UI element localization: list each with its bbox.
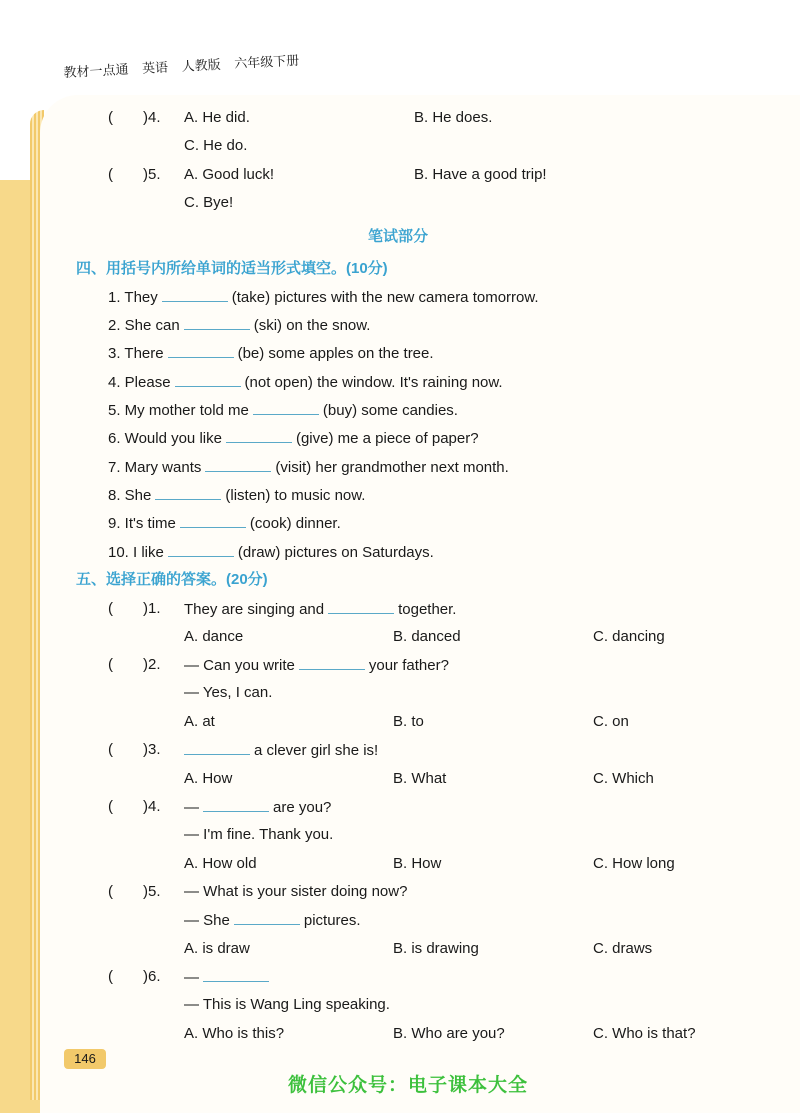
s5-q5-b: B. is drawing bbox=[393, 940, 479, 957]
s4-item-5-post: (buy) some candies. bbox=[322, 402, 458, 419]
header-subject: 英语 bbox=[141, 59, 169, 76]
s4-item-6-post: (give) me a piece of paper? bbox=[295, 430, 479, 447]
s5-q6-pre: — bbox=[184, 969, 199, 986]
s4-item-3-pre: 3. There bbox=[108, 345, 164, 362]
s5-q2-stem bbox=[184, 655, 449, 676]
s5-q5-c: C. draws bbox=[593, 940, 653, 957]
s5-q1-post: together. bbox=[398, 601, 457, 618]
s4-item-2-blank[interactable] bbox=[184, 315, 250, 330]
s5-q6-blank[interactable] bbox=[203, 967, 269, 982]
s4-item-5 bbox=[108, 400, 458, 421]
s4-item-7-post: (visit) her grandmother next month. bbox=[275, 459, 509, 476]
s5-q1-stem bbox=[184, 599, 456, 620]
s5-q2-b: B. to bbox=[393, 713, 424, 730]
s5-q1-a: A. dance bbox=[184, 628, 244, 645]
s4-item-7-pre: 7. Mary wants bbox=[108, 459, 202, 476]
s4-item-10-pre: 10. I like bbox=[108, 544, 164, 561]
s5-q1-blank[interactable] bbox=[328, 599, 394, 614]
s4-item-5-pre: 5. My mother told me bbox=[108, 402, 249, 419]
page-number: 146 bbox=[64, 1049, 106, 1069]
footer-watermark: 微信公众号：电子课本大全 bbox=[288, 1075, 529, 1096]
section5-title: 五、选择正确的答案。(20分) bbox=[76, 571, 268, 588]
s5-q2-reply: — Yes, I can. bbox=[184, 684, 273, 701]
s5-q5-blank[interactable] bbox=[234, 910, 300, 925]
s4-item-9 bbox=[108, 513, 341, 534]
listening-q4-paren: ( )4. bbox=[108, 109, 161, 126]
s4-item-9-pre: 9. It's time bbox=[108, 515, 176, 532]
s4-item-10-post: (draw) pictures on Saturdays. bbox=[237, 544, 434, 561]
s5-q4-reply: — I'm fine. Thank you. bbox=[184, 826, 334, 843]
s5-q3-c: C. Which bbox=[593, 770, 654, 787]
listening-q5-paren: ( )5. bbox=[108, 166, 161, 183]
s4-item-3-post: (be) some apples on the tree. bbox=[237, 345, 434, 362]
s5-q6-paren: ( )6. bbox=[108, 968, 161, 985]
header-book: 教材一点通 bbox=[63, 61, 129, 81]
listening-q4-b: B. He does. bbox=[414, 109, 493, 126]
s5-q1-c: C. dancing bbox=[593, 628, 665, 645]
s4-item-6 bbox=[108, 428, 479, 449]
s4-item-9-post: (cook) dinner. bbox=[249, 515, 341, 532]
s4-item-2 bbox=[108, 315, 370, 336]
header-grade: 六年级下册 bbox=[233, 52, 300, 72]
s5-q1-b: B. danced bbox=[393, 628, 461, 645]
s4-item-2-pre: 2. She can bbox=[108, 317, 180, 334]
s5-q5-reply-post: pictures. bbox=[303, 912, 361, 929]
listening-q5-a: A. Good luck! bbox=[184, 166, 275, 183]
s5-q3-blank[interactable] bbox=[184, 740, 250, 755]
s5-q4-a: A. How old bbox=[184, 855, 257, 872]
header-edition: 人教版 bbox=[181, 56, 222, 74]
s4-item-6-blank[interactable] bbox=[226, 428, 292, 443]
s5-q4-pre: — bbox=[184, 799, 199, 816]
s4-item-4-blank[interactable] bbox=[175, 372, 241, 387]
s5-q4-blank[interactable] bbox=[203, 797, 269, 812]
s4-item-6-pre: 6. Would you like bbox=[108, 430, 222, 447]
s4-item-4-pre: 4. Please bbox=[108, 374, 171, 391]
s5-q3-paren: ( )3. bbox=[108, 741, 161, 758]
s4-item-9-blank[interactable] bbox=[180, 513, 246, 528]
s5-q3-a: A. How bbox=[184, 770, 233, 787]
s5-q3-b: B. What bbox=[393, 770, 447, 787]
s5-q2-c: C. on bbox=[593, 713, 629, 730]
s4-item-1-post: (take) pictures with the new camera tomorrow. bbox=[231, 289, 539, 306]
s4-item-7 bbox=[108, 457, 509, 478]
s4-item-8-blank[interactable] bbox=[155, 485, 221, 500]
s5-q5-stem: — What is your sister doing now? bbox=[184, 883, 408, 900]
s5-q6-reply: — This is Wang Ling speaking. bbox=[184, 996, 390, 1013]
s4-item-2-post: (ski) on the snow. bbox=[253, 317, 371, 334]
s5-q4-paren: ( )4. bbox=[108, 798, 161, 815]
listening-q5-b: B. Have a good trip! bbox=[414, 166, 547, 183]
s5-q5-reply-pre: — She bbox=[184, 912, 230, 929]
written-part-title: 笔试部分 bbox=[368, 228, 429, 245]
s5-q5-a: A. is draw bbox=[184, 940, 250, 957]
s4-item-3 bbox=[108, 343, 434, 364]
s4-item-8-post: (listen) to music now. bbox=[225, 487, 366, 504]
s5-q5-reply bbox=[184, 910, 361, 931]
s4-item-10-blank[interactable] bbox=[168, 542, 234, 557]
listening-q4-c: C. He do. bbox=[184, 137, 248, 154]
listening-q5-c: C. Bye! bbox=[184, 194, 234, 211]
s5-q3-post: a clever girl she is! bbox=[254, 742, 379, 759]
s4-item-4-post: (not open) the window. It's raining now. bbox=[244, 374, 503, 391]
s4-item-5-blank[interactable] bbox=[253, 400, 319, 415]
s5-q2-a: A. at bbox=[184, 713, 215, 730]
s4-item-7-blank[interactable] bbox=[205, 457, 271, 472]
s4-item-3-blank[interactable] bbox=[168, 343, 234, 358]
s5-q4-post: are you? bbox=[273, 799, 332, 816]
s4-item-10 bbox=[108, 542, 434, 563]
s5-q2-pre: — Can you write bbox=[184, 657, 295, 674]
s5-q6-c: C. Who is that? bbox=[593, 1025, 696, 1042]
s5-q5-paren: ( )5. bbox=[108, 883, 161, 900]
s5-q4-b: B. How bbox=[393, 855, 442, 872]
s4-item-1-blank[interactable] bbox=[162, 287, 228, 302]
s4-item-8-pre: 8. She bbox=[108, 487, 152, 504]
s4-item-1-pre: 1. They bbox=[108, 289, 158, 306]
s5-q2-blank[interactable] bbox=[299, 655, 365, 670]
s5-q6-b: B. Who are you? bbox=[393, 1025, 505, 1042]
s4-item-1 bbox=[108, 287, 539, 308]
s5-q6-stem bbox=[184, 967, 273, 988]
s5-q4-stem bbox=[184, 797, 331, 818]
s5-q6-a: A. Who is this? bbox=[184, 1025, 285, 1042]
s5-q1-paren: ( )1. bbox=[108, 600, 161, 617]
s5-q1-pre: They are singing and bbox=[184, 601, 325, 618]
s4-item-4 bbox=[108, 372, 503, 393]
s5-q2-paren: ( )2. bbox=[108, 656, 161, 673]
s5-q4-c: C. How long bbox=[593, 855, 675, 872]
s4-item-8 bbox=[108, 485, 365, 506]
s5-q3-stem bbox=[184, 740, 378, 761]
section4-title: 四、用括号内所给单词的适当形式填空。(10分) bbox=[76, 260, 388, 277]
s5-q2-post: your father? bbox=[368, 657, 449, 674]
listening-q4-a: A. He did. bbox=[184, 109, 250, 126]
